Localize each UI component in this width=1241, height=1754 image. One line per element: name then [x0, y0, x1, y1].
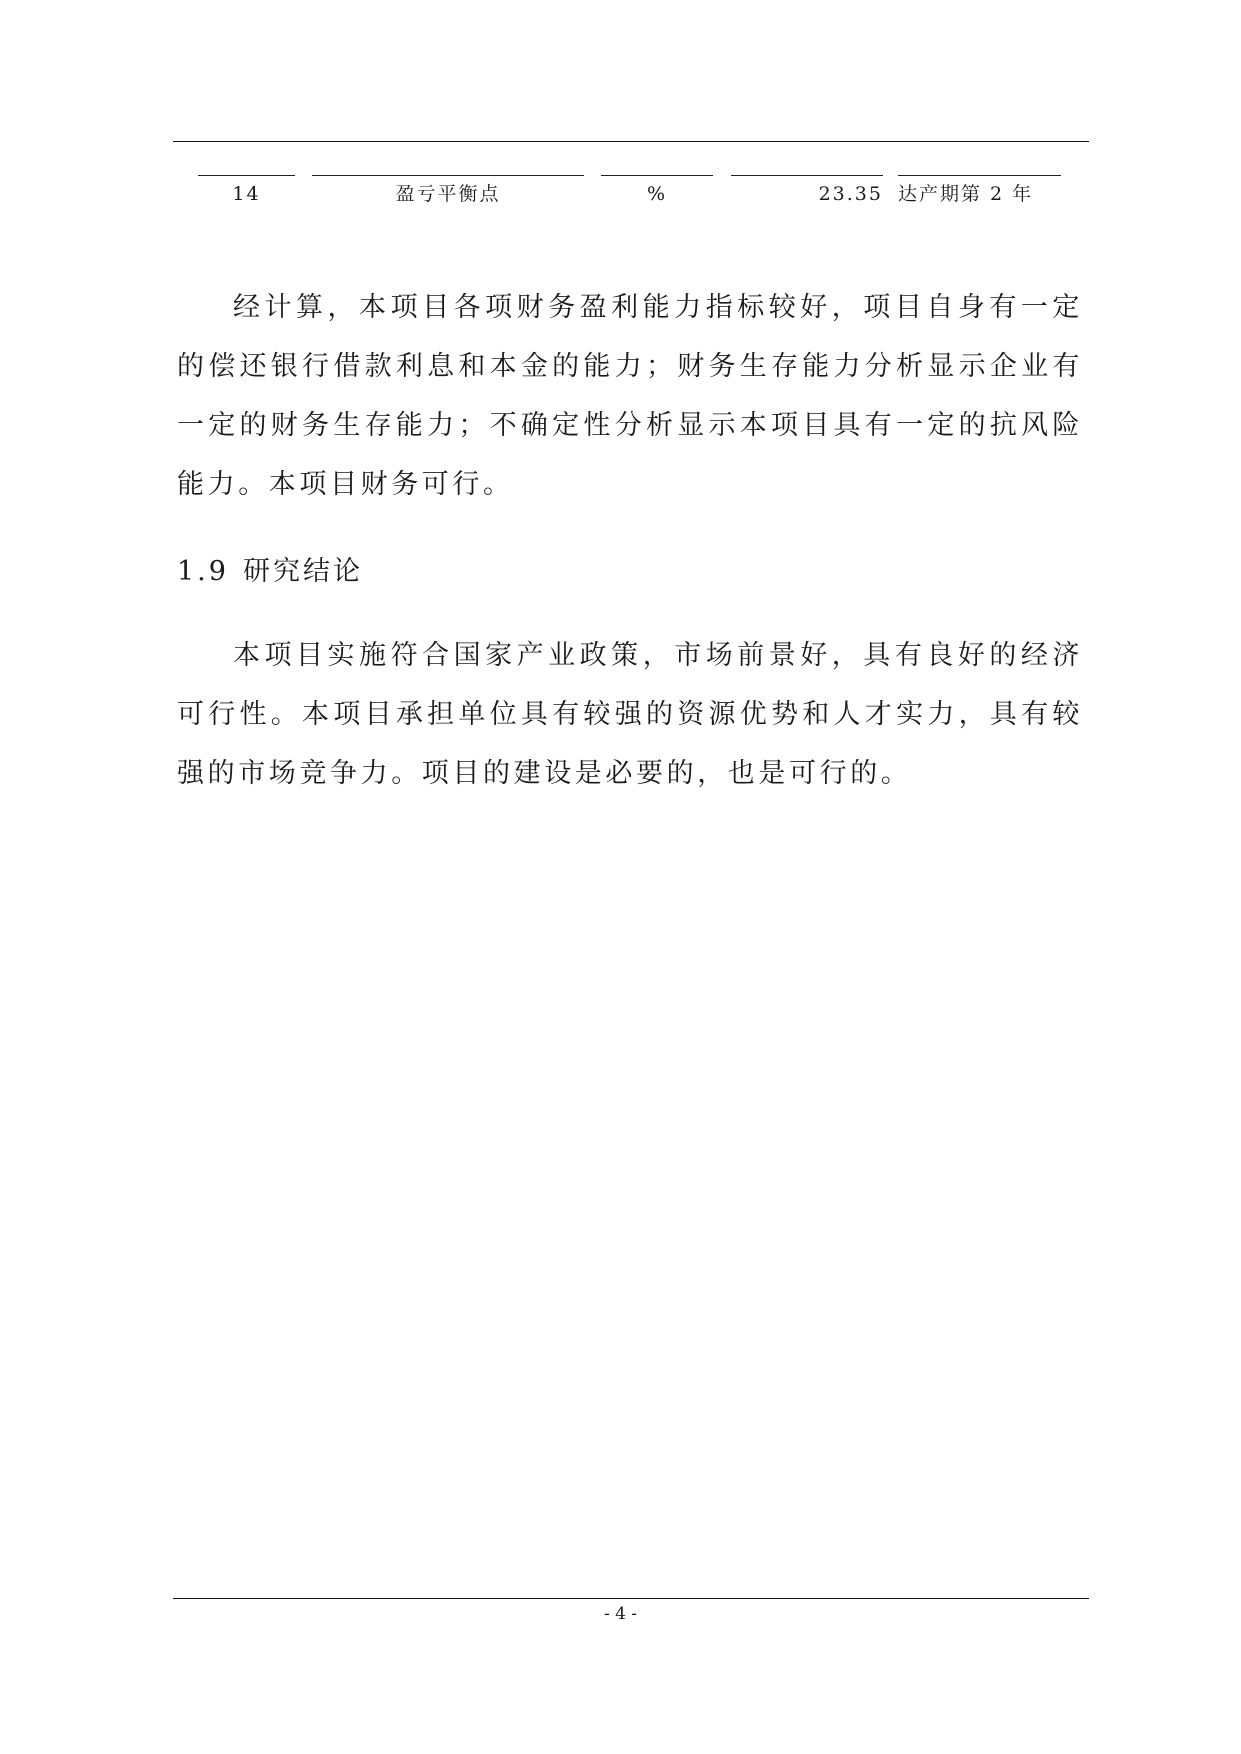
page-number: - 4 - [603, 1604, 638, 1624]
section-title: 研究结论 [242, 556, 363, 587]
footer-rule [173, 1598, 1089, 1599]
body-paragraph: 本项目实施符合国家产业政策，市场前景好，具有良好的经济可行性。本项目承担单位具有较强的资源优势和人才实力，具有较强的市场竞争力。项目的建设是必要的，也是可行的。 [177, 640, 1083, 789]
section-heading [177, 552, 363, 592]
table-cell-note: 达产期第 2 年 [898, 175, 1061, 212]
body-paragraph: 经计算，本项目各项财务盈利能力指标较好，项目自身有一定的偿还银行借款利息和本金的能力；财务生存能力分析显示企业有一定的财务生存能力；不确定性分析显示本项目具有一定的抗风险能力。本项目财务可行。 [177, 292, 1083, 500]
section-number: 1.9 [177, 556, 229, 587]
table-cell-value: 23.35 [731, 175, 883, 212]
table-cell-name: 盈亏平衡点 [312, 175, 584, 212]
table-row [0, 175, 1241, 215]
header-rule [173, 141, 1089, 142]
table-cell-unit: % [601, 175, 713, 212]
table-cell-index: 14 [198, 175, 295, 212]
